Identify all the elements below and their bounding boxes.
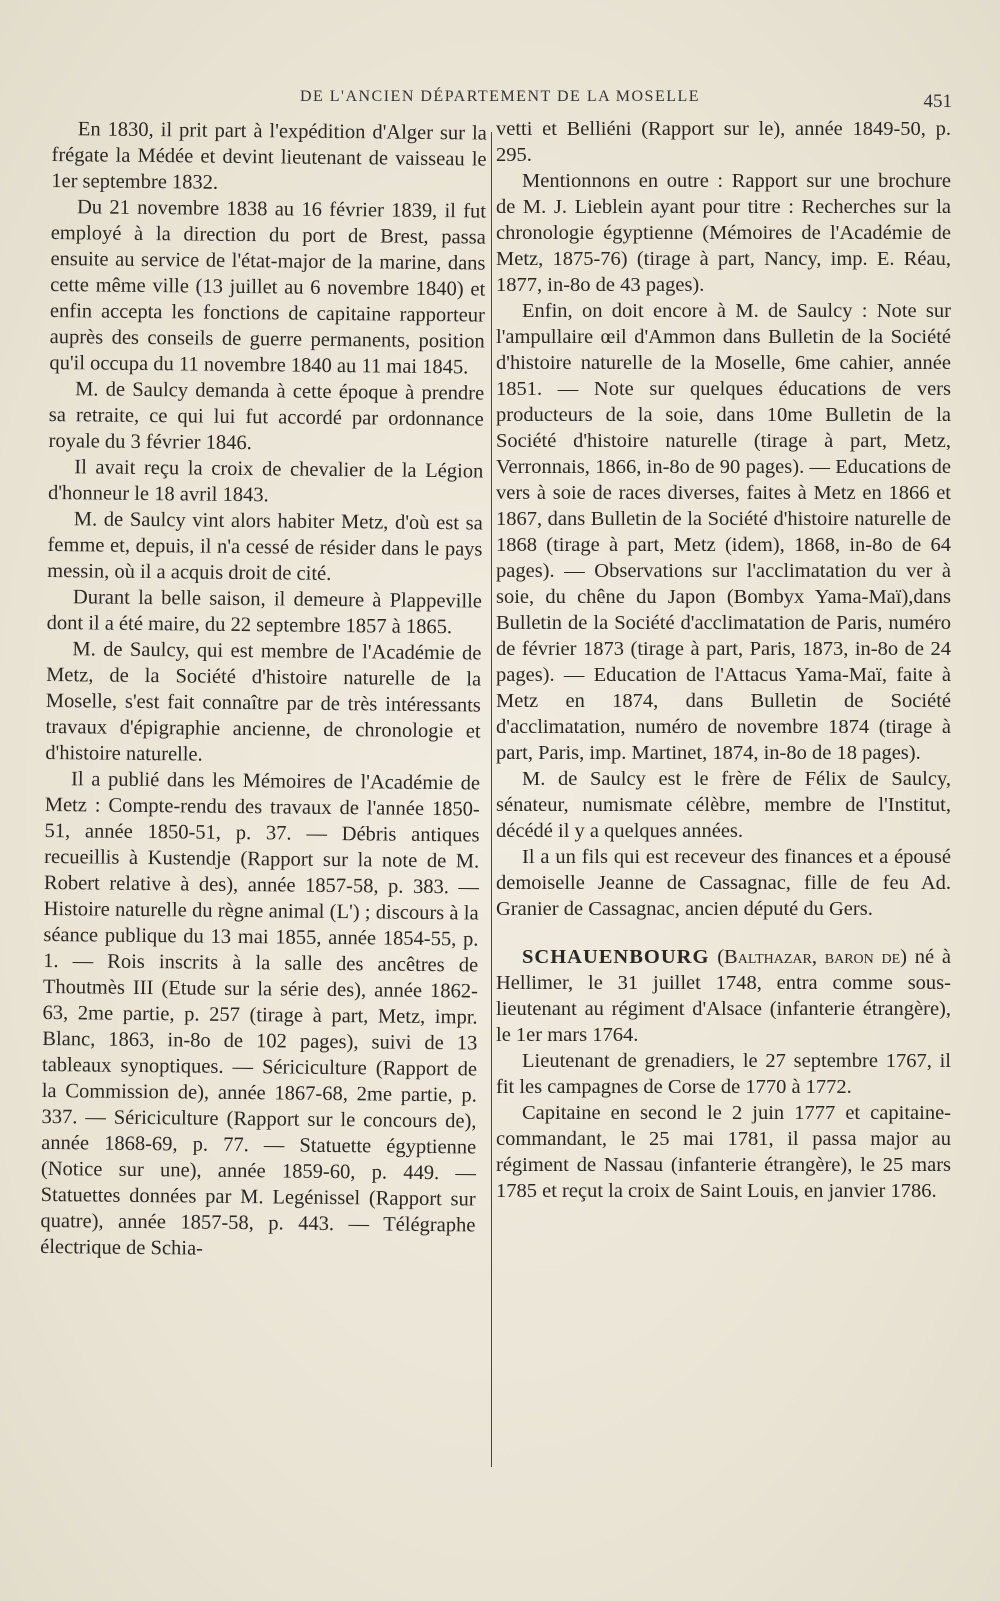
column-divider <box>491 132 492 1467</box>
paragraph: M. de Saulcy vint alors habiter Metz, d'où est sa femme et, depuis, il n'a cessé de résider dans le pays messin, où il a acquis droit de cité. <box>47 508 483 585</box>
entry-heading-paragraph <box>496 944 951 1048</box>
paragraph: Du 21 novembre 1838 au 16 février 1839, il fut employé à la direction du port de Brest, passa ensuite au service de l'état-major de la marine, dans cette même ville (13 juillet au 6 novembre 1840) et enfin accepta les fonctions de capitaine rapporteur auprès des conseils de guerre permanents, position qu'il occupa du 11 novembre 1840 au 11 mai 1845. <box>49 196 487 379</box>
paragraph: Il a publié dans les Mémoires de l'Académie de Metz : Compte-rendu des travaux de l'année 1850-51, année 1850-51, p. 37. — Débris antiques recueillis à Kustendje (Rapport sur la note de M. Robert relative à des), année 1857-58, p. 383. — Histoire naturelle du règne animal (L') ; discours à la séance publique du 13 mai 1855, année 1854-55, p. 1. — Rois inscrits à la salle des ancêtres de Thoutmès III (Etude sur la série des), année 1862-63, 2me partie, p. 257 (tirage à part, Metz, impr. Blanc, 1863, in-8o de 102 pages), suivi de 13 tableaux synoptiques. — Sériciculture (Rapport de la Commission de), année 1867-68, 2me partie, p. 337. — Sériciculture (Rapport sur le concours de), année 1868-69, p. 77. — Statuette égyptienne (Notice sur une), année 1859-60, p. 449. — Statuettes données par M. Legénissel (Rapport sur quatre), année 1857-58, p. 443. — Télégraphe électrique de Schia- <box>40 768 481 1260</box>
entry-first-line: né à Hellimer, le 31 juillet 1748, entra comme sous-lieutenant au régiment d'Alsace (infanterie étrangère), le 1er mars 1764. <box>496 946 952 1046</box>
paragraph: Il a un fils qui est receveur des finances et a épousé demoiselle Jeanne de Cassagnac, fille de feu Ad. Granier de Cassagnac, ancien député du Gers. <box>496 846 951 920</box>
paragraph: Enfin, on doit encore à M. de Saulcy : Note sur l'ampullaire œil d'Ammon dans Bulletin de la Société d'histoire naturelle de la Moselle, 6me cahier, année 1851. — Note sur quelques éducations de vers producteurs de la soie, dans 10me Bulletin de la Société d'histoire naturelle (tirage à part, Metz, Verronnais, 1866, in-8o de 90 pages). — Educations de vers à soie de races diverses, faites à Metz en 1866 et 1867, dans Bulletin de la Société d'histoire naturelle de 1868 (tirage à part, Metz (idem), 1868, in-8o de 64 pages). — Observations sur l'acclimatation du ver à soie, du chêne du Japon (Bombyx Yama-Maï),dans Bulletin de la Société d'acclimatation de Paris, numéro de février 1873 (tirage à part, Paris, 1873, in-8o de 24 pages). — Education de l'Attacus Yama-Maï, faite à Metz en 1874, dans Bulletin de Société d'acclimatation, numéro de novembre 1874 (tirage à part, Paris, imp. Martinet, 1874, in-8o de 18 pages). <box>496 300 951 764</box>
paragraph: vetti et Belliéni (Rapport sur le), année 1849-50, p. 295. <box>496 118 951 166</box>
right-column <box>496 116 951 1204</box>
paragraph: Capitaine en second le 2 juin 1777 et capitaine-commandant, le 25 mai 1781, il passa major au régiment de Nassau (infanterie étrangère), le 25 mars 1785 et reçut la croix de Saint Louis, en janvier 1786. <box>496 1102 951 1202</box>
running-title: DE L'ANCIEN DÉPARTEMENT DE LA MOSELLE <box>299 88 701 105</box>
left-column <box>40 116 487 1264</box>
paragraph: M. de Saulcy, qui est membre de l'Académie de Metz, de la Société d'histoire naturelle de la Moselle, s'est fait connaître par de très intéressants travaux d'épigraphie ancienne, de chronologie et d'histoire naturelle. <box>45 638 482 766</box>
paragraph: Il avait reçu la croix de chevalier de la Légion d'honneur le 18 avril 1843. <box>47 456 484 507</box>
page-number: 451 <box>923 91 952 112</box>
paragraph: M. de Saulcy est le frère de Félix de Saulcy, sénateur, numismate célèbre, membre de l'Institut, décédé il y a quelques années. <box>496 768 951 842</box>
paragraph: Durant la belle saison, il demeure à Plappeville dont il a été maire, du 22 septembre 1857 à 1865. <box>46 586 483 639</box>
entry-forenames: (Balthazar, baron de) <box>717 946 908 968</box>
paragraph: Mentionnons en outre : Rapport sur une brochure de M. J. Lieblein ayant pour titre : Recherches sur la chronologie égyptienne (Mémoires de l'Académie de Metz, 1875-76) (tirage à part, Nancy, imp. E. Réau, 1877, in-8o de 43 pages). <box>496 170 951 296</box>
entry-name: SCHAUENBOURG <box>522 946 710 968</box>
paragraph: Lieutenant de grenadiers, le 27 septembre 1767, il fit les campagnes de Corse de 1770 à 1772. <box>496 1050 951 1098</box>
paragraph: M. de Saulcy demanda à cette époque à prendre sa retraite, ce qui lui fut accordé par ordonnance royale du 3 février 1846. <box>48 378 485 455</box>
paragraph: En 1830, il prit part à l'expédition d'Alger sur la frégate la Médée et devint lieutenant de vaisseau le 1er septembre 1832. <box>51 118 487 194</box>
